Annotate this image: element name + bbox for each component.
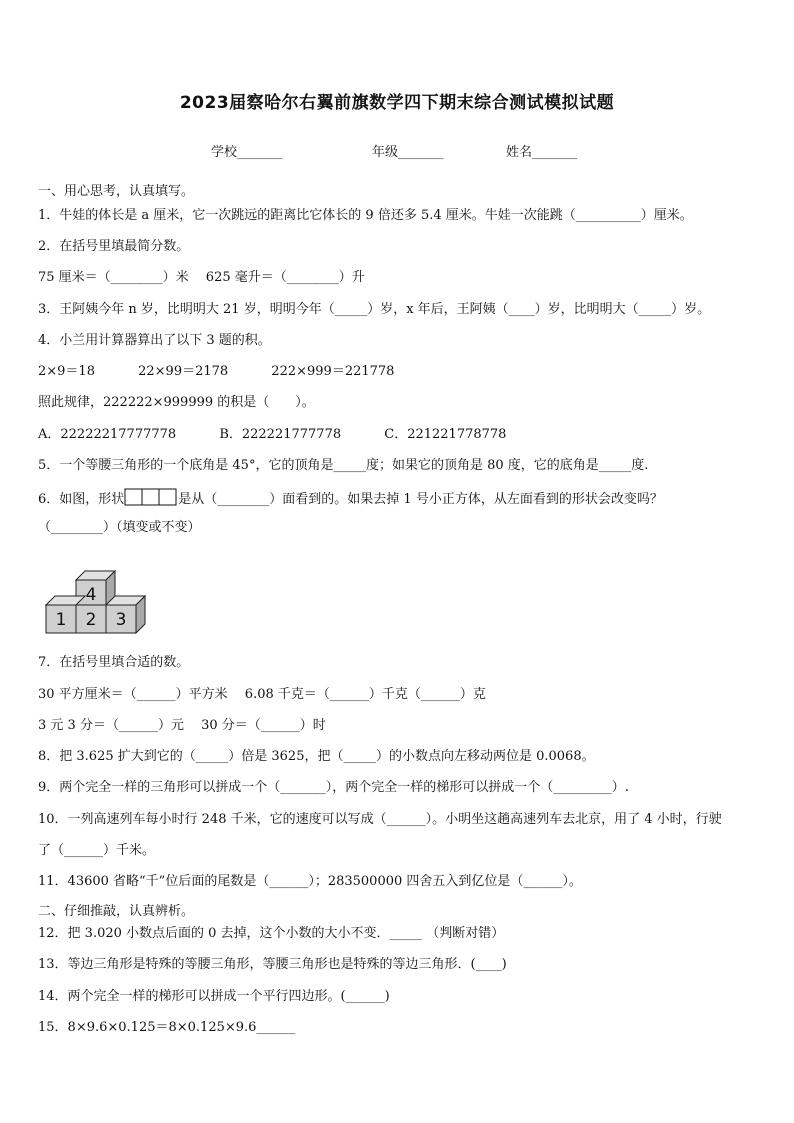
name-field: 姓名_______ [506,145,578,160]
question-6 [38,488,663,512]
question-13: 13．等边三角形是特殊的等腰三角形，等腰三角形也是特殊的等边三角形．(____) [38,957,507,972]
section-heading-1: 一、用心思考，认真填写。 [38,184,195,199]
cube-1-label: 1 [55,610,67,630]
question-10: 10．一列高速列车每小时行 248 千米，它的速度可以写成（______）。小明坐这趟高速列车去北京，用了 4 小时，行驶 [38,812,722,827]
three-square-shape-icon [124,488,178,512]
question-1: 1．牛娃的体长是 a 厘米，它一次跳远的距离比它体长的 9 倍还多 5.4 厘米。牛娃一次能跳（__________）厘米。 [38,208,693,223]
question-7-line-1: 30 平方厘米＝（______）平方米 6.08 千克＝（______）千克（______）克 [38,687,486,702]
question-5: 5．一个等腰三角形的一个底角是 45°，它的顶角是_____度；如果它的顶角是 80 度，它的底角是_____度. [38,458,649,473]
cube-3-label: 3 [115,610,127,630]
question-10-continued: 了（______）千米。 [38,843,156,858]
question-4-options: A．22222217777778 B．222221777778 C．221221778778 [38,427,507,442]
section-heading-2: 二、仔细推敲，认真辨析。 [38,904,195,919]
cube-2-label: 2 [85,610,97,630]
question-14: 14．两个完全一样的梯形可以拼成一个平行四边形。(______) [38,989,390,1004]
question-9: 9．两个完全一样的三角形可以拼成一个（_______），两个完全一样的梯形可以拼成一个（_________）. [38,780,629,795]
question-4-prompt: 照此规律，222222×999999 的积是（ ）。 [38,395,315,410]
cube-figure [44,562,148,638]
question-6-text-end: 是从（________）面看到的。如果去掉 1 号小正方体，从左面看到的形状会改变吗？ [178,492,663,507]
question-12: 12．把 3.020 小数点后面的 0 去掉，这个小数的大小不变．_____ （判断对错） [38,926,505,941]
grade-field: 年级_______ [372,145,444,160]
question-6-text-start: 6．如图，形状 [38,492,125,507]
question-11: 11．43600 省略“千”位后面的尾数是（______）；283500000 四舍五入到亿位是（______）。 [38,874,582,889]
question-8: 8．把 3.625 扩大到它的（_____）倍是 3625，把（_____）的小数点向左移动两位是 0.0068。 [38,749,595,764]
question-7-line-2: 3 元 3 分＝（______）元 30 分＝（______）时 [38,718,326,733]
question-4: 4．小兰用计算器算出了以下 3 题的积。 [38,333,271,348]
question-3: 3．王阿姨今年 n 岁，比明明大 21 岁，明明今年（_____）岁，x 年后，王阿姨（____）岁，比明明大（_____）岁。 [38,302,711,317]
question-2-items: 75 厘米＝（________）米 625 毫升＝（________）升 [38,270,365,285]
question-6-answer: （________）（填变或不变） [38,520,201,535]
question-15: 15．8×9.6×0.125＝8×0.125×9.6______ [38,1020,296,1035]
question-7: 7．在括号里填合适的数。 [38,655,190,670]
school-field: 学校_______ [211,145,283,160]
cube-4-label: 4 [85,585,97,605]
question-2: 2．在括号里填最简分数。 [38,239,190,254]
question-4-examples: 2×9＝18 22×99＝2178 222×999＝221778 [38,364,395,379]
page-title: 2023届察哈尔右翼前旗数学四下期末综合测试模拟试题 [179,93,615,113]
